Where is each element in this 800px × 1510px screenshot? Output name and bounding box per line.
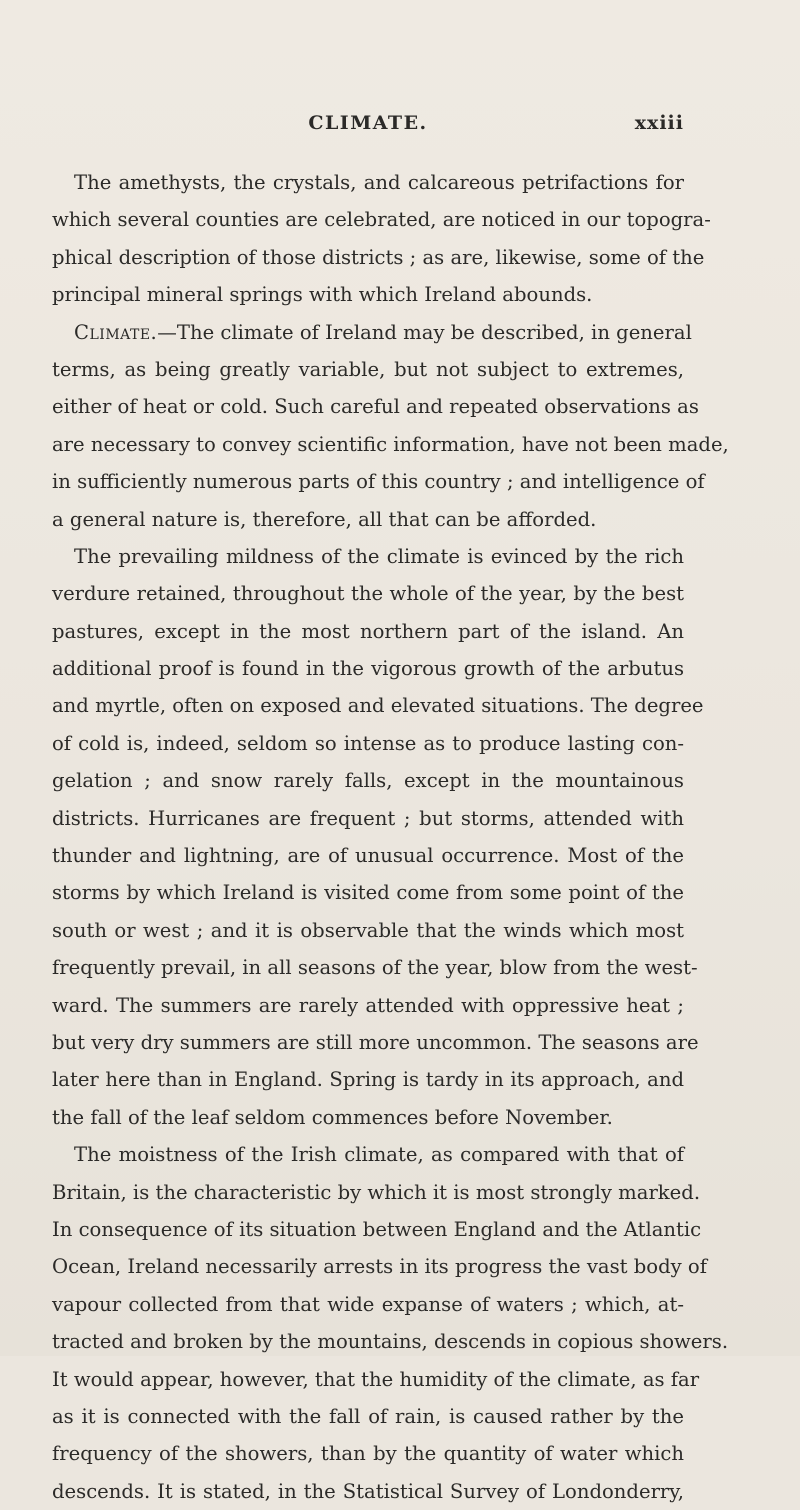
text-line: pastures, except in the most northern part of the island. An bbox=[52, 619, 684, 643]
text-line: are necessary to convey scientific information, have not been made, bbox=[52, 432, 729, 456]
text-line: phical description of those districts ; as are, likewise, some of the bbox=[52, 245, 705, 269]
text-line: tracted and broken by the mountains, descends in copious showers. bbox=[52, 1330, 729, 1354]
text-line: storms by which Ireland is visited come from some point of the bbox=[52, 881, 684, 905]
text-line: principal mineral springs with which Ireland abounds. bbox=[52, 283, 593, 307]
section-heading: Climate. bbox=[74, 320, 158, 344]
text-line: in sufficiently numerous parts of this country ; and intelligence of bbox=[52, 470, 705, 494]
text-line: which several counties are celebrated, are noticed in our topogra- bbox=[52, 208, 711, 232]
text-line: terms, as being greatly variable, but not subject to extremes, bbox=[52, 357, 684, 381]
text-line: thunder and lightning, are of unusual occurrence. Most of the bbox=[52, 844, 684, 868]
text-line: verdure retained, throughout the whole of the year, by the best bbox=[52, 582, 684, 606]
text-line bbox=[52, 314, 692, 351]
text-line: ward. The summers are rarely attended with oppressive heat ; bbox=[52, 993, 684, 1017]
text-line: later here than in England. Spring is tardy in its approach, and bbox=[52, 1068, 684, 1092]
text-line: as it is connected with the fall of rain, is caused rather by the bbox=[52, 1404, 684, 1428]
text-line: gelation ; and snow rarely falls, except in the mountainous bbox=[52, 769, 684, 793]
text-line: The amethysts, the crystals, and calcareous petrifactions for bbox=[74, 171, 684, 194]
text-line: and myrtle, often on exposed and elevated situations. The degree bbox=[52, 694, 704, 718]
running-head bbox=[52, 112, 684, 138]
running-title: CLIMATE. bbox=[308, 112, 428, 134]
text-line: The prevailing mildness of the climate is evinced by the rich bbox=[74, 544, 684, 568]
body-text bbox=[52, 164, 729, 1510]
text-line: a general nature is, therefore, all that can be afforded. bbox=[52, 507, 597, 531]
text-line: frequency of the showers, than by the quantity of water which bbox=[52, 1442, 684, 1466]
text-line: frequently prevail, in all seasons of the year, blow from the west- bbox=[52, 956, 698, 980]
text-line: vapour collected from that wide expanse of waters ; which, at- bbox=[52, 1292, 684, 1316]
page-number: xxiii bbox=[634, 112, 684, 134]
text-line: the fall of the leaf seldom commences before November. bbox=[52, 1105, 613, 1129]
text-line: of cold is, indeed, seldom so intense as to produce lasting con- bbox=[52, 731, 684, 755]
text-line: The moistness of the Irish climate, as compared with that of bbox=[74, 1143, 684, 1167]
text-line: Ocean, Ireland necessarily arrests in its progress the vast body of bbox=[52, 1255, 707, 1279]
text-line: districts. Hurricanes are frequent ; but storms, attended with bbox=[52, 806, 684, 830]
text-line: additional proof is found in the vigorous growth of the arbutus bbox=[52, 657, 684, 681]
text-line-rest: —The climate of Ireland may be described, in general bbox=[157, 320, 692, 344]
text-line: descends. It is stated, in the Statistical Survey of Londonderry, bbox=[52, 1479, 684, 1503]
text-line: either of heat or cold. Such careful and repeated observations as bbox=[52, 395, 699, 419]
text-line: but very dry summers are still more uncommon. The seasons are bbox=[52, 1030, 699, 1054]
text-line: Britain, is the characteristic by which it is most strongly marked. bbox=[52, 1180, 701, 1204]
text-line: south or west ; and it is observable that the winds which most bbox=[52, 918, 684, 942]
text-line: In consequence of its situation between England and the Atlantic bbox=[52, 1217, 702, 1241]
text-line: It would appear, however, that the humidity of the climate, as far bbox=[52, 1367, 700, 1391]
